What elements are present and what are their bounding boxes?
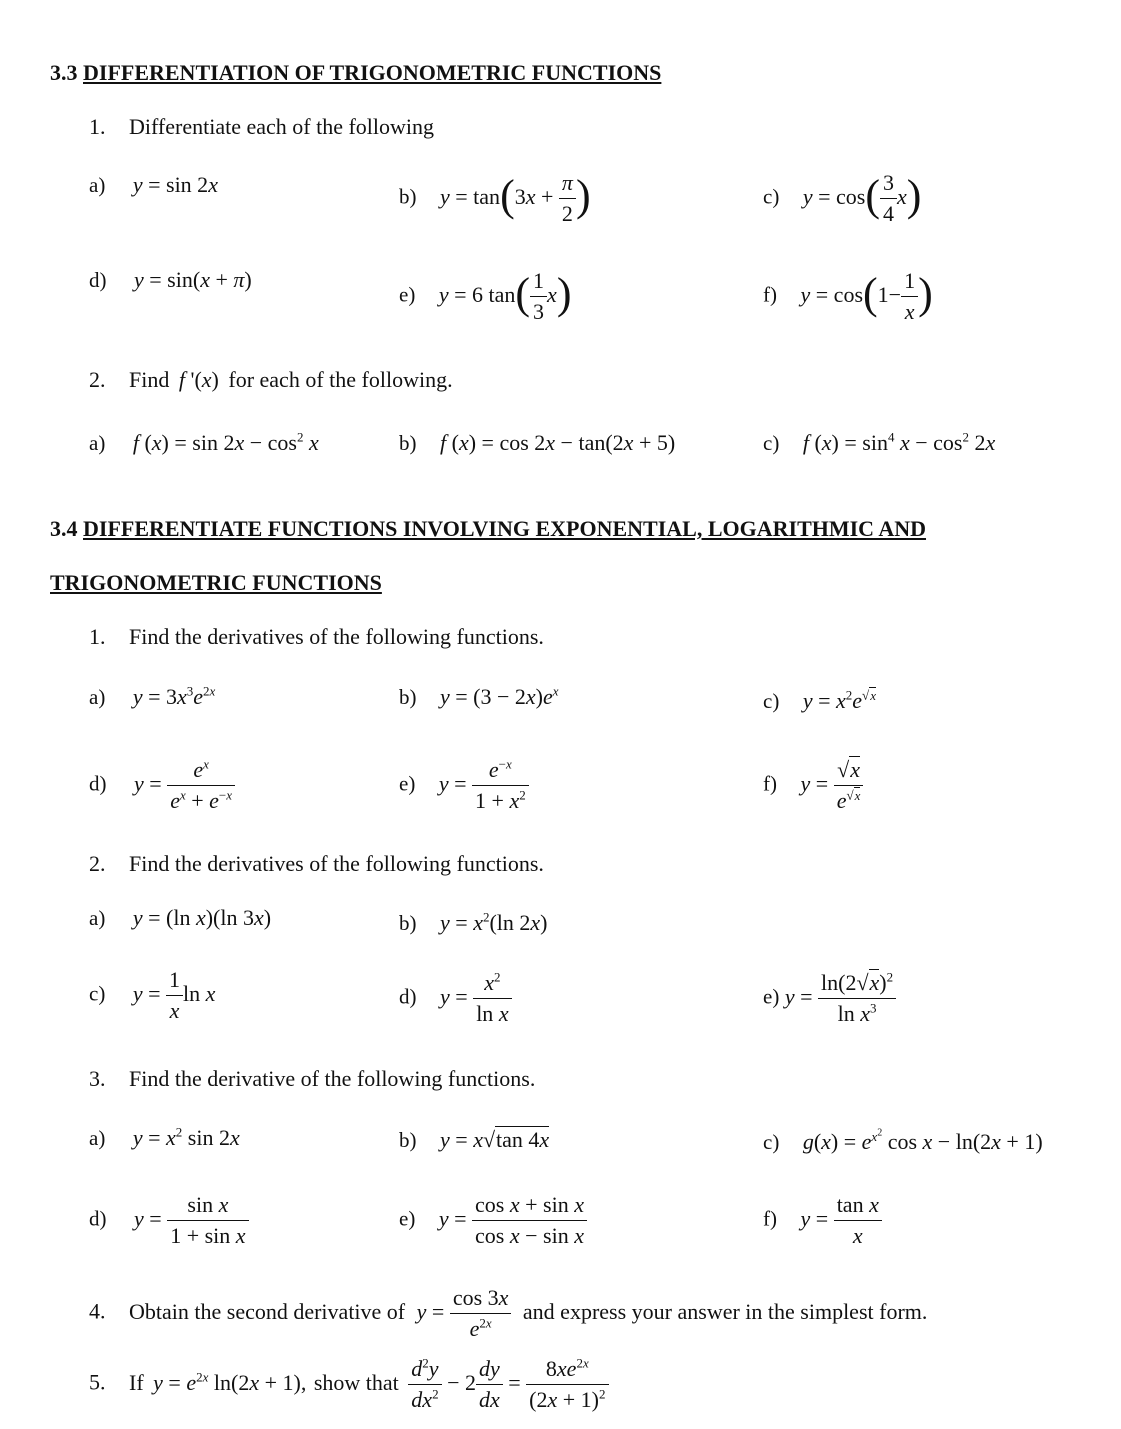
- item-3-3-1d: d) y = sin(x + π): [89, 267, 252, 292]
- item-3-3-1e: e) y = 6 tan( $\frac{1}{3}$ x): [399, 268, 572, 324]
- item-label: b): [399, 431, 417, 455]
- item-label: f): [763, 771, 777, 796]
- item-3-4-2b: b) $y = x^2(\ln$ 2x): [399, 909, 548, 935]
- section-title: DIFFERENTIATION OF TRIGONOMETRIC FUNCTIONS: [83, 60, 662, 85]
- item-label: b): [399, 911, 417, 935]
- item-label: b): [399, 685, 417, 709]
- item-label: a): [89, 173, 106, 197]
- item-3-3-1c: c) y = cos( $\frac{3}{4}$ x): [763, 170, 922, 226]
- item-3-4-1a: a) $y = 3x^3e^{2x}$: [89, 683, 216, 709]
- item-3-4-3b: b) y = x√tan 4x: [399, 1127, 550, 1152]
- question-1-prompt: [89, 114, 434, 140]
- item-label: a): [89, 1126, 106, 1150]
- question-number: 1.: [89, 624, 106, 649]
- question-text: for each of the following.: [228, 367, 453, 392]
- item-label: f): [763, 282, 777, 307]
- question-text: Find: [129, 367, 170, 392]
- item-label: c): [763, 1130, 780, 1154]
- item-3-3-2c: c) f $(x) = \sin^4 x - \cos^2 2x$: [763, 429, 996, 455]
- question-text: Obtain the second derivative of: [129, 1298, 406, 1324]
- item-label: c): [89, 981, 106, 1006]
- item-3-3-1f: f) y = cos(1− $\frac{1}{x}$ ): [763, 268, 933, 324]
- item-label: c): [763, 689, 780, 713]
- section-number: 3.3: [50, 60, 78, 85]
- item-label: d): [89, 268, 107, 292]
- item-label: e): [399, 1206, 416, 1231]
- item-3-4-1d: d) y = $\frac{e^x}{e^x + e^{-x}}$: [89, 755, 235, 816]
- item-3-4-2a: a) y = (ln x)(ln 3x): [89, 905, 272, 930]
- item-label: b): [399, 1128, 417, 1152]
- item-label: a): [89, 685, 106, 709]
- section-title: DIFFERENTIATE FUNCTIONS INVOLVING EXPONENTIAL, LOGARITHMIC AND: [83, 516, 927, 541]
- item-label: d): [399, 984, 417, 1009]
- question-text: Find the derivatives of the following functions.: [129, 624, 544, 649]
- question-text: Find the derivative of the following functions.: [129, 1066, 536, 1091]
- question-number: 2.: [89, 851, 106, 876]
- item-label: c): [763, 184, 780, 209]
- question-4: 4. Obtain the second derivative of y = $\frac{\cos 3x}{e^{2x}}$ and express your answer in the simplest form.: [89, 1285, 928, 1341]
- question-number: 3.: [89, 1066, 106, 1091]
- item-3-3-2b: b) f (x) = cos 2x − tan(2x + 5): [399, 430, 676, 455]
- section-number: 3.4: [50, 516, 78, 541]
- item-3-4-1c: c) $y = x^2e^{√x}$: [763, 687, 876, 713]
- item-3-3-1b: b) y = tan(3x + $\frac{\pi}{2}$ ): [399, 170, 591, 226]
- item-3-4-2d: d) y = $\frac{x^2}{\text{ln x}}$: [399, 968, 512, 1029]
- item-3-4-3f: f) y = $\frac{\text{tan x}}{x}$: [763, 1190, 882, 1251]
- item-3-4-3d: d) y = $\frac{\text{sin x}}{\text{1 + sin x}}$: [89, 1190, 249, 1251]
- section-3-4-heading: [50, 516, 926, 542]
- question-2-prompt: 2. Find f '(x) for each of the following.: [89, 367, 453, 392]
- item-3-4-3c: c) $g(x) = e^{x^2}$ cos x − ln(2x + 1): [763, 1127, 1043, 1154]
- item-3-4-3e: e) y = $\frac{\text{cos x + sin x}}{\text{cos x − sin x}}$: [399, 1190, 587, 1251]
- section-title: TRIGONOMETRIC FUNCTIONS: [50, 570, 382, 595]
- item-3-4-1f: f) y = $\frac{√x}{e^{√x}}$: [763, 755, 863, 816]
- item-label: d): [89, 771, 107, 796]
- item-label: f): [763, 1206, 777, 1231]
- item-label: d): [89, 1206, 107, 1231]
- item-label: b): [399, 184, 417, 209]
- item-label: e): [399, 771, 416, 796]
- question-number: 4.: [89, 1298, 106, 1324]
- section-3-3-heading: [50, 60, 661, 86]
- item-3-4-2e: e) y = $\frac{\ln(2√x)^2}{\ln x^3}$: [763, 968, 896, 1029]
- item-3-4-2c: c) y = $\frac{1}{x}$ ln x: [89, 967, 216, 1023]
- question-text: If: [129, 1369, 144, 1395]
- question-number: 2.: [89, 367, 106, 392]
- question-1-prompt: [89, 624, 544, 650]
- question-3-prompt: [89, 1066, 535, 1092]
- item-label: a): [89, 431, 106, 455]
- question-text: Differentiate each of the following: [129, 114, 435, 139]
- section-3-4-heading-line2: [50, 570, 382, 596]
- question-text: show that: [313, 1369, 399, 1395]
- item-3-4-1e: e) y = $\frac{e^{-x}}{1 + x^2}$: [399, 755, 529, 816]
- item-label: e): [763, 984, 780, 1009]
- question-number: 1.: [89, 114, 106, 139]
- item-3-3-2a: a) f $(x) = \sin 2x - \cos^2 x$: [89, 429, 319, 455]
- question-number: 5.: [89, 1369, 106, 1395]
- item-3-4-1b: b) $y = (3 - 2x)e^x$: [399, 683, 559, 709]
- item-label: e): [399, 282, 416, 307]
- item-label: c): [763, 431, 780, 455]
- item-3-3-1a: a) y = sin 2x: [89, 172, 218, 197]
- item-label: a): [89, 906, 106, 930]
- item-3-4-3a: a) $y = x^2$ sin 2x: [89, 1124, 240, 1150]
- question-text: and express your answer in the simplest form.: [522, 1298, 928, 1324]
- question-text: Find the derivatives of the following functions.: [129, 851, 544, 876]
- question-2-prompt: [89, 851, 544, 877]
- question-5: 5. If $y = e^{2x}$ ln(2x + 1), show that $\frac{d^2y}{dx^2}$ − 2 $\frac{dy}{dx}$ = $\frac{8xe^{2x}}{(2x + 1)^2}$: [89, 1354, 609, 1415]
